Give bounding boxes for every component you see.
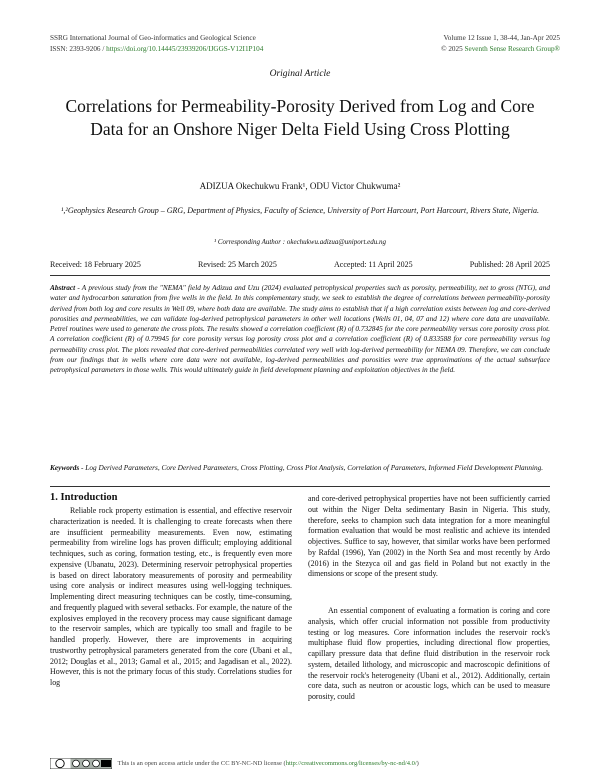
- section-heading: 1. Introduction: [50, 492, 118, 503]
- issn-doi-line: [50, 44, 263, 55]
- keywords: [50, 463, 550, 473]
- license-suffix: ): [416, 760, 419, 767]
- issn-label: ISSN: 2393-9206 /: [50, 44, 107, 53]
- date-row: [50, 260, 550, 269]
- abstract-text: - A previous study from the "NEMA" field by Adizua and Uzu (2024) evaluated petrophysical properties such as porosity, permeability, net to gross (NTG), and water and hydrocarbon saturation from five wells in the field. In this complementary study, we seek to establish the degree of correlations between permeability-porosity derived from both log and core results in Well 09, where both data are available. The study aims to establish that if a high correlation exists between log and core-derived porosities and permeabilities, we can validate log-derived petrophysical parameters in other well locations (Wells 01, 04, 07 and 12) where core data are unavailable. Petrel routines were used to generate the cross plots. The results showed a correlation coefficient (R) of 0.732845 for the core permeability versus core porosity cross plot. A correlation coefficient (R) of 0.79945 for core porosity versus log porosity cross plot and a correlation coefficient (R) of 0.833588 for core permeability versus log permeability cross plot. The plots revealed that core-derived permeabilities correlated very well with log-derived permeability for NEMA 09. Therefore, we can conclude from our findings that in wells where core data were not available, log-derived permeabilities and porosities were true approximations of the actual subsurface petrophysical parameters in those wells. This would ultimately guide in field development planning and exploitation objectives in the field.: [50, 283, 550, 375]
- license-text: [118, 760, 419, 767]
- intro-left-paragraph: Reliable rock property estimation is essential, and effective reservoir characterization is needed. It is challenging to create forecasts when there are insufficient permeability measurements. Even now, estimating permeability from wireline logs has proven difficult; employing additional techniques, such as coring, formation testing, etc., is frequently even more expensive (Ubanatu, 2023). Determining reservoir petrophysical properties is based on direct laboratory measurements of porosity and permeability using core analysis or indirect measures using well-logging techniques. Implementing direct measuring techniques can be costly, time-consuming, and frequently plagued with several setbacks. For example, the nature of the explosives employed in the recovery process may cause significant damage to the reservoir samples, which are typically too small and fragile to be handled properly. However, there are improvements in acquiring trustworthy petrophysical parameters generated from the core (Ubani et al., 2012; Douglas et al., 2013; Gamal et al., 2015; and Jagadisan et al., 2022). However, this is not the primary focus of this study. Correlations studies for log: [50, 506, 292, 687]
- intro-right-paragraph-2: An essential component of evaluating a formation is coring and core analysis, which offer crucial information not possible from productivity testing or log measures. Core information includes the reservoir rock's multiphase fluid flow properties, including directional flow properties, capillary pressure data that define fluid distribution in the reservoir rock system, detailed lithology, and microscopic and macroscopic definitions of the reservoir rock's heterogeneity (Ubani et al., 2012). Additionally, certain core data, such as neutron or acoustic logs, which can be used to measure porosity, could: [308, 606, 550, 701]
- license-link[interactable]: http://creativecommons.org/licenses/by-nc-nd/4.0/: [285, 760, 417, 767]
- corresponding-author: ¹ Corresponding Author : okechukwu.adizua@uniport.edu.ng: [213, 238, 387, 246]
- keywords-label: Keywords: [50, 463, 80, 472]
- author-list: ADIZUA Okechukwu Frank¹, ODU Victor Chukwuma²: [199, 181, 401, 191]
- received-date: Received: 18 February 2025: [50, 260, 141, 269]
- divider-top: [50, 275, 550, 276]
- paper-title: Correlations for Permeability-Porosity Derived from Log and Core Data for an Onshore Niger Delta Field Using Cross Plotting: [65, 96, 535, 139]
- published-date: Published: 28 April 2025: [469, 260, 550, 269]
- revised-date: Revised: 25 March 2025: [198, 260, 277, 269]
- copyright-line: [441, 44, 560, 55]
- affiliation: ¹,²Geophysics Research Group – GRG, Department of Physics, Faculty of Science, University of Port Harcourt, Port Harcourt, Rivers State, Nigeria.: [61, 206, 539, 215]
- doi-link[interactable]: https://doi.org/10.14445/23939206/IJGGS-V12I1P104: [106, 44, 264, 53]
- divider-bottom: [50, 486, 550, 487]
- abstract: [50, 283, 550, 376]
- license-footer: [50, 758, 550, 769]
- volume-header: [441, 33, 560, 54]
- volume-info: Volume 12 Issue 1, 38-44, Jan-Apr 2025: [443, 34, 560, 42]
- journal-name: SSRG International Journal of Geo-informatics and Geological Science: [50, 34, 256, 42]
- keywords-text: - Log Derived Parameters, Core Derived Parameters, Cross Plotting, Cross Plot Analysis, Correlation of Parameters, Informed Field Development Planning.: [79, 463, 544, 472]
- intro-right-paragraph-1: and core-derived petrophysical properties have not been sufficiently carried out within the Niger Delta sedimentary Basin in Nigeria. This study, therefore, seeks to champion such data integration for a more meaningful formation evaluation that would be most realistic and achieve its intended objectives. Suffice to say, however, that similar works have been performed by Rafdal (1996), Yan (2002) in the North Sea and most recently by Ardo (2016) in the Stezyca oil and gas field in Poland but not exactly in the dimensions or scope of the present study.: [308, 494, 550, 579]
- publisher-link[interactable]: Seventh Sense Research Group®: [464, 44, 560, 53]
- license-prefix: This is an open access article under the CC BY-NC-ND license (: [117, 760, 286, 767]
- accepted-date: Accepted: 11 April 2025: [334, 260, 413, 269]
- article-type: Original Article: [269, 69, 331, 79]
- copyright-prefix: © 2025: [441, 44, 465, 53]
- journal-header: [50, 33, 263, 54]
- abstract-label: Abstract: [50, 283, 76, 292]
- cc-by-nc-nd-icon: [50, 758, 112, 769]
